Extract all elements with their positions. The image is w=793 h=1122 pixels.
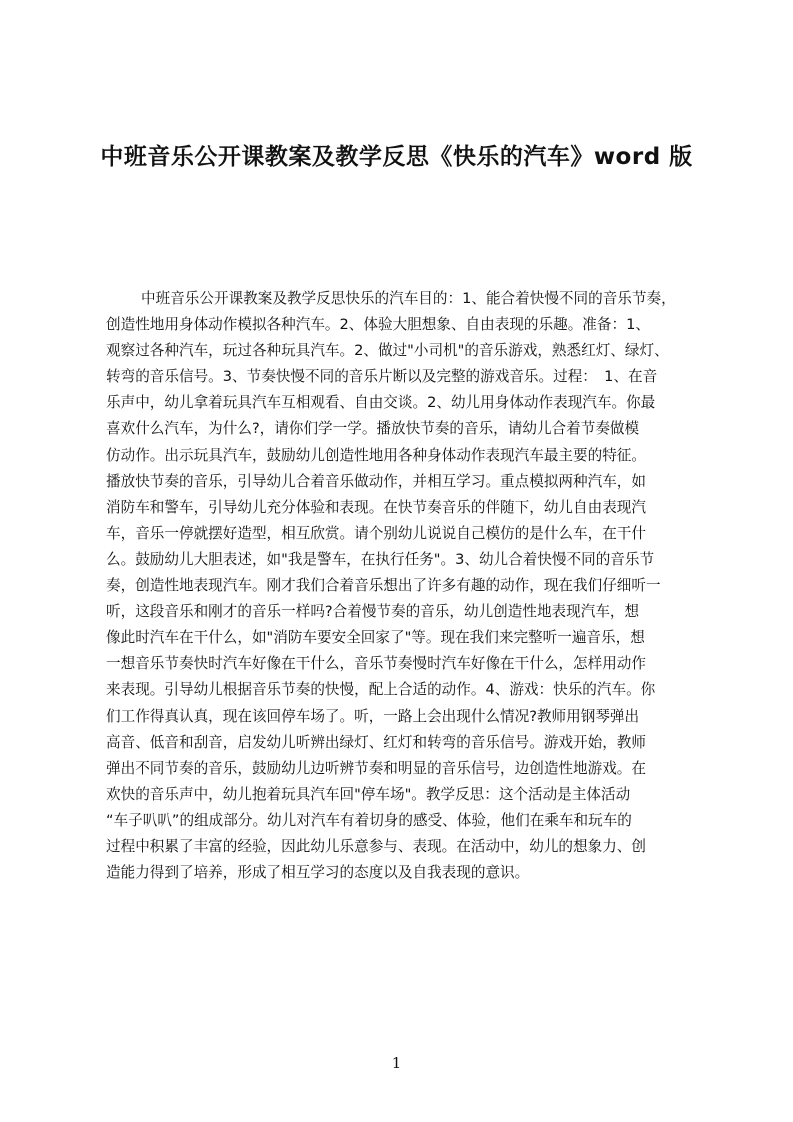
text-line: 么。鼓励幼儿大胆表述，如"我是警车，在执行任务"。3、幼儿合着快慢不同的音乐节 xyxy=(106,550,655,568)
text-line: 来表现。引导幼儿根据音乐节奏的快慢，配上合适的动作。4、游戏：快乐的汽车。你 xyxy=(106,681,656,699)
text-line: 们工作得真认真，现在该回停车场了。听，一路上会出现什么情况?教师用钢琴弹出 xyxy=(106,707,640,725)
text-line: 高音、低音和刮音，启发幼儿听辨出绿灯、红灯和转弯的音乐信号。游戏开始，教师 xyxy=(106,733,646,751)
text-line: 像此时汽车在干什么，如"消防车要安全回家了"等。现在我们来完整听一遍音乐，想 xyxy=(106,629,645,647)
text-line: 消防车和警车，引导幼儿充分体验和表现。在快节奏音乐的伴随下，幼儿自由表现汽 xyxy=(106,498,646,516)
text-line: 过程中积累了丰富的经验，因此幼儿乐意参与、表现。在活动中，幼儿的想象力、创 xyxy=(106,837,646,855)
text-line: 中班音乐公开课教案及教学反思快乐的汽车目的：1、能合着快慢不同的音乐节奏， xyxy=(141,290,676,307)
page-number: 1 xyxy=(391,1054,402,1072)
body-paragraph xyxy=(106,286,696,886)
text-line: 造能力得到了培养，形成了相互学习的态度以及自我表现的意识。 xyxy=(106,864,530,882)
text-line: 仿动作。出示玩具汽车，鼓励幼儿创造性地用各种身体动作表现汽车最主要的特征。 xyxy=(106,446,646,464)
text-line: 创造性地用身体动作模拟各种汽车。2、体验大胆想象、自由表现的乐趣。准备：1、 xyxy=(106,316,650,334)
text-line: 一想音乐节奏快时汽车好像在干什么，音乐节奏慢时汽车好像在干什么，怎样用动作 xyxy=(106,655,646,673)
text-line: 欢快的音乐声中，幼儿抱着玩具汽车回"停车场"。教学反思：这个活动是主体活动 xyxy=(106,785,631,803)
text-line: 奏，创造性地表现汽车。刚才我们合着音乐想出了许多有趣的动作，现在我们仔细听一 xyxy=(106,577,661,595)
text-line: 播放快节奏的音乐，引导幼儿合着音乐做动作，并相互学习。重点模拟两种汽车，如 xyxy=(106,472,646,490)
text-line: 观察过各种汽车，玩过各种玩具汽车。2、做过"小司机"的音乐游戏，熟悉红灯、绿灯、 xyxy=(106,342,669,360)
text-line: 转弯的音乐信号。3、节奏快慢不同的音乐片断以及完整的游戏音乐。过程： 1、在音 xyxy=(106,368,658,386)
text-line: 听，这段音乐和刚才的音乐一样吗?合着慢节奏的音乐，幼儿创造性地表现汽车，想 xyxy=(106,603,640,621)
text-line: 弹出不同节奏的音乐，鼓励幼儿边听辨节奏和明显的音乐信号，边创造性地游戏。在 xyxy=(106,759,646,777)
document-title: 中班音乐公开课教案及教学反思《快乐的汽车》word 版 xyxy=(100,144,693,170)
text-line: 乐声中，幼儿拿着玩具汽车互相观看、自由交谈。2、幼儿用身体动作表现汽车。你最 xyxy=(106,394,656,412)
text-line: 喜欢什么汽车，为什么?，请你们学一学。播放快节奏的音乐，请幼儿合着节奏做模 xyxy=(106,420,640,438)
text-line: “车子叭叭”的组成部分。幼儿对汽车有着切身的感受、体验，他们在乘车和玩车的 xyxy=(106,811,632,829)
text-line: 车，音乐一停就摆好造型，相互欣赏。请个别幼儿说说自己模仿的是什么车，在干什 xyxy=(106,524,646,542)
